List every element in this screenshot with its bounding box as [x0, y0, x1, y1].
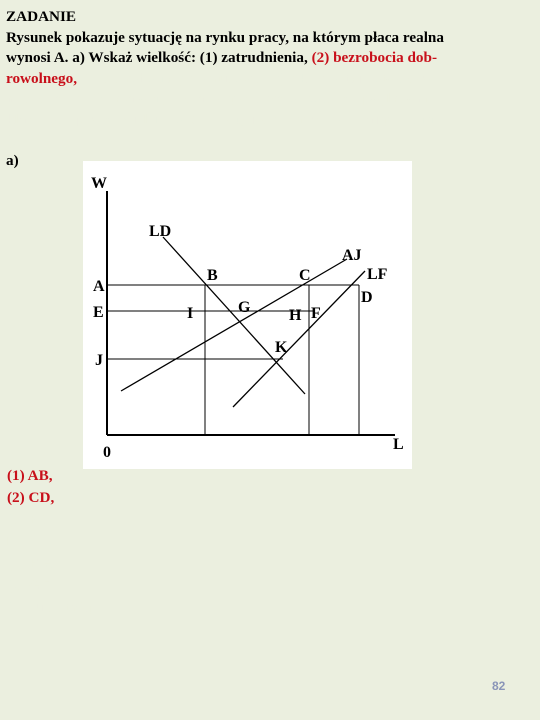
curve-label-lf: LF — [367, 266, 388, 283]
answer-b3: (3) Nie istnieje. — [7, 599, 105, 616]
point-label-b: B — [207, 267, 218, 284]
answers-block — [7, 465, 104, 619]
point-label-c: C — [299, 267, 311, 284]
highlight-voluntary-unemployment: (2) bezrobocia dob- — [311, 49, 438, 67]
point-label-i: I — [187, 305, 194, 322]
tick-label-j: J — [95, 352, 103, 369]
task-line-1: Rysunek pokazuje sytuację na rynku pracy, na którym płaca realna — [6, 28, 444, 46]
origin-label: 0 — [103, 444, 111, 461]
task-title: ZADANIE — [6, 8, 77, 25]
curve-label-aj: AJ — [342, 247, 362, 264]
curve-label-ld: LD — [149, 223, 172, 240]
highlight-voluntary-unemployment-cont: rowolnego, — [6, 69, 78, 87]
task-line-2-text: wynosi A. a) Wskaż wielkość: (1) zatrudnienia, — [6, 49, 312, 67]
answer-a1: (1) AB, — [7, 467, 53, 484]
tick-label-a: A — [93, 278, 105, 295]
point-label-f: F — [311, 305, 321, 322]
page-number: 82 — [492, 679, 506, 693]
task-line-3 — [6, 69, 536, 90]
hidden-text-3: (3) bezrobocia przymusowego (wykorzystaj gotowe oz- — [77, 69, 435, 87]
diagram-svg — [83, 161, 412, 469]
answer-b-label: b) — [7, 533, 21, 550]
point-label-g: G — [238, 299, 251, 316]
labor-market-diagram — [83, 161, 412, 469]
hidden-text-5: klasyków sprzed Wielkiego Kryzysu; jeszcze raz wykonaj polecenie — [6, 110, 443, 128]
answer-b1: (1) EG, — [7, 555, 55, 572]
part-a-label: a) — [6, 152, 19, 170]
task-line-2 — [6, 48, 536, 69]
point-label-k: K — [275, 339, 288, 356]
answer-a2: (2) CD, — [7, 489, 55, 506]
hidden-text-4: naczenia). b) Okazało się, że ta gospodarka odpowiada poglądom — [6, 90, 428, 108]
task-text — [6, 7, 536, 172]
axis-label-l: L — [393, 436, 404, 453]
hidden-text-6: (a). — [6, 131, 28, 149]
answer-a3: (3) BC. — [7, 511, 54, 528]
tick-label-e: E — [93, 304, 104, 321]
axis-label-w: W — [91, 175, 107, 192]
point-label-h: H — [289, 307, 302, 324]
labor-demand-curve — [163, 237, 305, 394]
curve-label-d: D — [361, 289, 373, 306]
answer-b2: (2) GF, — [7, 577, 52, 594]
